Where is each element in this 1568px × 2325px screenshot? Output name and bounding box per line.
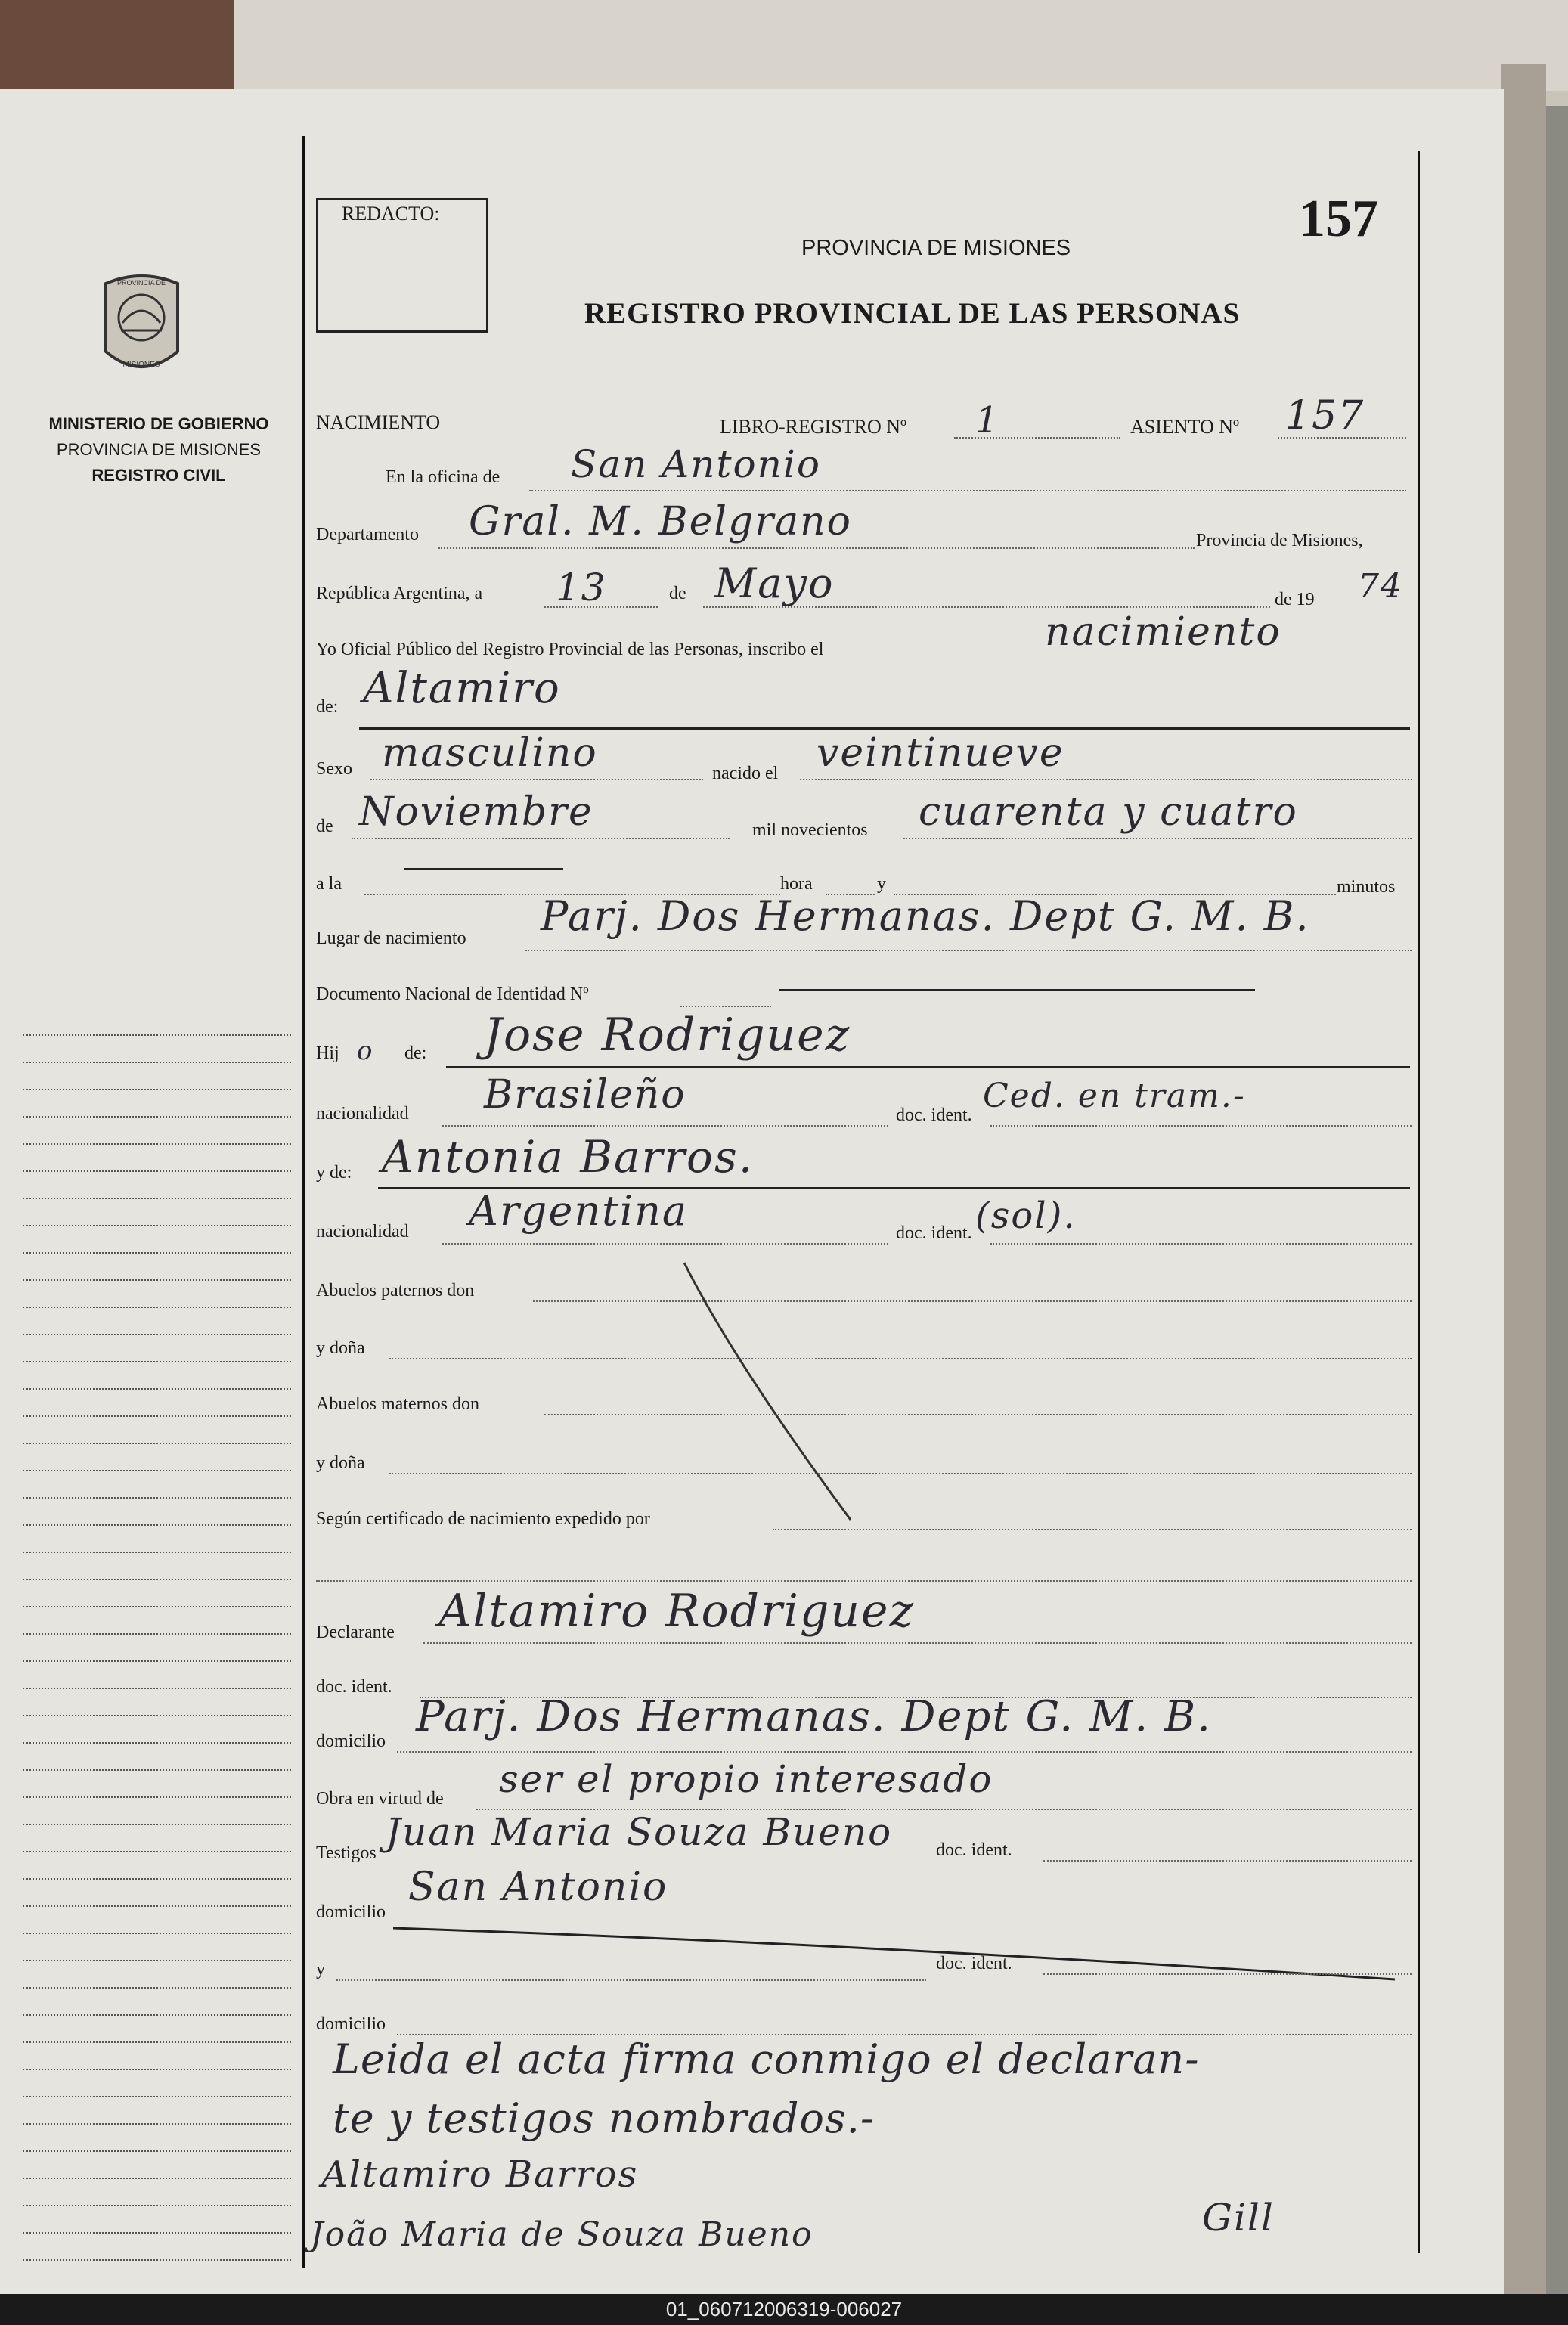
a-la-label: a la: [316, 874, 342, 894]
margin-line: [23, 1715, 291, 1716]
margin-line: [23, 1606, 291, 1607]
minutos-label: minutos: [1337, 877, 1396, 897]
sexo-line: [370, 779, 703, 780]
margin-line: [23, 1524, 291, 1526]
declarante-line: [423, 1642, 1412, 1644]
leida-line2: te y testigos nombrados.-: [333, 2094, 875, 2142]
province-seal-icon: [98, 268, 185, 382]
margin-line: [23, 1415, 291, 1417]
domicilio2-label: domicilio: [316, 1902, 386, 1922]
nacido-mes-value: Noviembre: [359, 789, 593, 835]
inscribo-value: nacimiento: [1045, 609, 1281, 655]
testigo1-doc-line: [1043, 1860, 1412, 1862]
madre-doc-value: (sol).: [975, 1195, 1077, 1237]
nacido-line: [800, 779, 1412, 780]
asiento-label: ASIENTO Nº: [1130, 416, 1240, 438]
ministry-line1: MINISTERIO DE GOBIERNO: [48, 414, 269, 433]
margin-line: [23, 1062, 291, 1063]
left-frame-line: [302, 136, 305, 2268]
margin-line: [23, 1470, 291, 1471]
padre-value: Jose Rodriguez: [484, 1009, 851, 1062]
previous-page-edge: [234, 0, 1568, 91]
padre-nac-line: [442, 1125, 888, 1127]
hora-label: hora: [780, 874, 813, 894]
y-dona2-line: [389, 1473, 1412, 1474]
testigo2-line: [336, 1979, 926, 1981]
margin-line: [23, 2096, 291, 2097]
domicilio3-label: domicilio: [316, 2014, 386, 2034]
hijo-letra: o: [357, 1036, 374, 1066]
lugar-line: [525, 950, 1412, 951]
province-title: PROVINCIA DE MISIONES: [801, 236, 1071, 260]
nacido-mes-line: [352, 838, 730, 839]
segun-line2: [316, 1580, 1412, 1582]
nacionalidad-label: nacionalidad: [316, 1104, 409, 1124]
seal-bottom-text: MISIONES: [122, 361, 160, 369]
oficina-label: En la oficina de: [386, 467, 500, 487]
oficina-line: [529, 490, 1406, 491]
y-dona2-label: y doña: [316, 1453, 365, 1473]
lugar-value: Parj. Dos Hermanas. Dept G. M. B.: [541, 892, 1310, 940]
margin-line: [23, 2069, 291, 2070]
ministry-line2: PROVINCIA DE MISIONES: [56, 440, 262, 459]
de2-label: de: [316, 817, 333, 836]
asiento-value: 157: [1285, 393, 1365, 439]
margin-line: [23, 1742, 291, 1744]
de-colon2-label: de:: [404, 1043, 427, 1063]
republica-label: República Argentina, a: [316, 584, 483, 603]
image-id-caption: 01_060712006319-006027: [665, 2298, 903, 2320]
margin-line: [23, 1905, 291, 1907]
margin-line: [23, 1198, 291, 1199]
madre-nac-value: Argentina: [469, 1187, 689, 1235]
margin-line: [23, 2178, 291, 2179]
nacido-dia-value: veintinueve: [817, 730, 1064, 776]
margin-line: [23, 1552, 291, 1553]
lugar-label: Lugar de nacimiento: [316, 928, 466, 948]
doc-ident2-label: doc. ident.: [896, 1223, 972, 1243]
margin-line: [23, 1688, 291, 1689]
y-dona-line: [389, 1358, 1412, 1359]
margin-line: [23, 1089, 291, 1090]
margin-line: [23, 1034, 291, 1036]
libro-value: 1: [975, 399, 1000, 442]
margin-line: [23, 1660, 291, 1662]
mil-novecientos-label: mil novecientos: [752, 820, 868, 840]
firma-declarante: Altamiro Barros: [321, 2153, 639, 2196]
margin-line: [23, 1170, 291, 1172]
margin-line: [23, 1334, 291, 1335]
margin-line: [23, 2014, 291, 2016]
obra-label: Obra en virtud de: [316, 1789, 444, 1809]
abuelos-paternos-label: Abuelos paternos don: [316, 1281, 475, 1300]
testigos-label: Testigos: [316, 1843, 377, 1863]
sexo-value: masculino: [382, 730, 598, 776]
doc-ident5-label: doc. ident.: [936, 1954, 1012, 1973]
margin-line: [23, 1388, 291, 1390]
hora-dash: [404, 868, 563, 870]
leida-line1: Leida el acta firma conmigo el declaran-: [333, 2035, 1200, 2083]
abuelos-paternos-line: [533, 1300, 1412, 1302]
cancel-stroke: [680, 1255, 862, 1527]
segun-line: [773, 1529, 1412, 1530]
provincia-label: Provincia de Misiones,: [1196, 531, 1363, 550]
margin-line: [23, 1579, 291, 1580]
margin-line: [23, 1769, 291, 1771]
margin-line: [23, 1851, 291, 1852]
page-number: 157: [1299, 190, 1378, 248]
dia-value: 13: [556, 566, 607, 609]
book-spine: [1501, 64, 1546, 2306]
hij-label: Hij: [316, 1043, 339, 1063]
mes-value: Mayo: [714, 560, 835, 607]
padre-underline: [446, 1066, 1410, 1068]
padre-doc-line: [990, 1125, 1412, 1127]
firma-testigo: João Maria de Souza Bueno: [310, 2215, 813, 2254]
documento-dash: [779, 989, 1255, 991]
abuelos-maternos-label: Abuelos maternos don: [316, 1394, 479, 1414]
margin-line: [23, 1279, 291, 1281]
de19-label: de 19: [1275, 590, 1315, 609]
margin-line: [23, 2205, 291, 2206]
nombre-underline: [359, 727, 1410, 730]
margin-line: [23, 1824, 291, 1825]
testigo1-value: Juan Maria Souza Bueno: [386, 1810, 893, 1854]
madre-doc-line: [990, 1243, 1412, 1245]
y-de-label: y de:: [316, 1163, 352, 1183]
nacionalidad2-label: nacionalidad: [316, 1222, 409, 1242]
anio-value: 74: [1358, 567, 1403, 606]
margin-line: [23, 1225, 291, 1226]
seal-top-text: PROVINCIA DE: [116, 279, 166, 287]
ministry-line3: REGISTRO CIVIL: [91, 466, 226, 485]
departamento-line: [438, 547, 1195, 549]
doc-ident3-label: doc. ident.: [316, 1677, 392, 1697]
de-label: de: [669, 584, 686, 603]
libro-label: LIBRO-REGISTRO Nº: [720, 416, 907, 438]
domicilio-label: domicilio: [316, 1731, 386, 1751]
margin-line: [23, 1633, 291, 1635]
margin-line: [23, 1497, 291, 1499]
doc-ident-label: doc. ident.: [896, 1105, 972, 1125]
y2-label: y: [316, 1960, 325, 1979]
testigo2-doc-line: [1043, 1973, 1412, 1975]
margin-line: [23, 2232, 291, 2234]
margin-line: [23, 1878, 291, 1880]
nacido-anio-line: [903, 838, 1412, 839]
y-dona-label: y doña: [316, 1338, 365, 1358]
margin-line: [23, 1361, 291, 1362]
yo-oficial-label: Yo Oficial Público del Registro Provincial de las Personas, inscribo el: [316, 640, 824, 659]
nacido-anio-value: cuarenta y cuatro: [919, 789, 1298, 835]
margin-line: [23, 2123, 291, 2125]
margin-line: [23, 1252, 291, 1254]
margin-line: [23, 1143, 291, 1145]
margin-line: [23, 1443, 291, 1444]
registry-title: REGISTRO PROVINCIAL DE LAS PERSONAS: [584, 297, 1241, 330]
madre-nac-line: [442, 1243, 888, 1245]
sexo-label: Sexo: [316, 759, 352, 779]
margin-line: [23, 1933, 291, 1934]
documento-line: [680, 1006, 771, 1007]
margin-line: [23, 1796, 291, 1798]
declarante-label: Declarante: [316, 1623, 395, 1642]
margin-line: [23, 1987, 291, 1989]
right-frame-line: [1418, 151, 1420, 2253]
oficina-value: San Antonio: [571, 442, 821, 486]
redacto-label: REDACTO:: [342, 203, 440, 225]
nombre-value: Altamiro: [363, 664, 561, 713]
padre-nac-value: Brasileño: [484, 1072, 686, 1118]
obra-value: ser el propio interesado: [499, 1757, 993, 1801]
declarante-value: Altamiro Rodriguez: [438, 1585, 916, 1638]
doc-ident4-label: doc. ident.: [936, 1840, 1012, 1860]
ministry-block: [23, 411, 295, 488]
abuelos-maternos-line: [544, 1414, 1412, 1415]
domicilio-line: [397, 1751, 1412, 1753]
segun-label: Según certificado de nacimiento expedido por: [316, 1509, 650, 1529]
domicilio-value: Parj. Dos Hermanas. Dept G. M. B.: [416, 1692, 1212, 1741]
margin-line: [23, 1307, 291, 1308]
departamento-label: Departamento: [316, 525, 419, 544]
margin-line: [23, 2150, 291, 2152]
de-colon-label: de:: [316, 697, 339, 717]
padre-doc-value: Ced. en tram.-: [983, 1077, 1246, 1115]
testigo1-domicilio-value: San Antonio: [408, 1865, 668, 1910]
y-label: y: [877, 874, 886, 894]
madre-value: Antonia Barros.: [382, 1131, 755, 1183]
margin-line: [23, 1960, 291, 1961]
cancel-line-2: [393, 1920, 1406, 1989]
documento-label: Documento Nacional de Identidad Nº: [316, 984, 589, 1004]
nacimiento-label: NACIMIENTO: [316, 411, 441, 433]
nacido-el-label: nacido el: [712, 764, 779, 783]
departamento-value: Gral. M. Belgrano: [469, 499, 852, 544]
margin-line: [23, 2259, 291, 2261]
margin-line: [23, 2041, 291, 2043]
firma-oficial: Gill: [1202, 2196, 1275, 2240]
margin-line: [23, 1116, 291, 1118]
